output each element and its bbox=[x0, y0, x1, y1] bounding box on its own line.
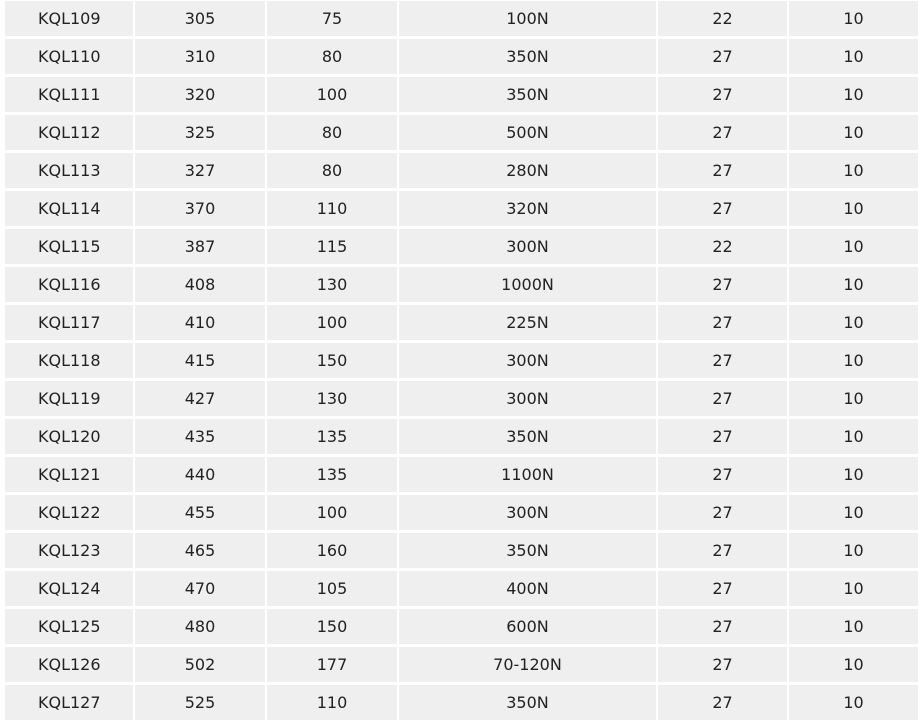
rod-cell: 10 bbox=[789, 229, 918, 264]
stroke-cell: 135 bbox=[267, 419, 397, 454]
diameter-cell: 27 bbox=[658, 381, 787, 416]
rod-cell: 10 bbox=[789, 571, 918, 606]
table-row bbox=[5, 191, 918, 226]
table-row bbox=[5, 457, 918, 492]
table-row bbox=[5, 495, 918, 530]
force-cell: 225N bbox=[399, 305, 656, 340]
stroke-cell: 80 bbox=[267, 115, 397, 150]
length-cell: 455 bbox=[135, 495, 265, 530]
table-row bbox=[5, 305, 918, 340]
diameter-cell: 27 bbox=[658, 191, 787, 226]
model-cell: KQL118 bbox=[5, 343, 133, 378]
stroke-cell: 100 bbox=[267, 495, 397, 530]
rod-cell: 10 bbox=[789, 533, 918, 568]
length-cell: 427 bbox=[135, 381, 265, 416]
stroke-cell: 80 bbox=[267, 39, 397, 74]
model-cell: KQL123 bbox=[5, 533, 133, 568]
table-row bbox=[5, 77, 918, 112]
diameter-cell: 22 bbox=[658, 1, 787, 36]
stroke-cell: 105 bbox=[267, 571, 397, 606]
model-cell: KQL109 bbox=[5, 1, 133, 36]
length-cell: 465 bbox=[135, 533, 265, 568]
rod-cell: 10 bbox=[789, 457, 918, 492]
stroke-cell: 177 bbox=[267, 647, 397, 682]
table-row bbox=[5, 685, 918, 720]
force-cell: 1100N bbox=[399, 457, 656, 492]
force-cell: 300N bbox=[399, 343, 656, 378]
table-row bbox=[5, 115, 918, 150]
diameter-cell: 27 bbox=[658, 153, 787, 188]
diameter-cell: 27 bbox=[658, 305, 787, 340]
diameter-cell: 27 bbox=[658, 39, 787, 74]
length-cell: 415 bbox=[135, 343, 265, 378]
model-cell: KQL117 bbox=[5, 305, 133, 340]
force-cell: 320N bbox=[399, 191, 656, 226]
force-cell: 300N bbox=[399, 495, 656, 530]
force-cell: 280N bbox=[399, 153, 656, 188]
stroke-cell: 100 bbox=[267, 77, 397, 112]
stroke-cell: 100 bbox=[267, 305, 397, 340]
stroke-cell: 135 bbox=[267, 457, 397, 492]
rod-cell: 10 bbox=[789, 381, 918, 416]
table-row bbox=[5, 533, 918, 568]
model-cell: KQL111 bbox=[5, 77, 133, 112]
table-row bbox=[5, 419, 918, 454]
rod-cell: 10 bbox=[789, 685, 918, 720]
diameter-cell: 27 bbox=[658, 571, 787, 606]
diameter-cell: 27 bbox=[658, 457, 787, 492]
table-row bbox=[5, 267, 918, 302]
stroke-cell: 75 bbox=[267, 1, 397, 36]
model-cell: KQL112 bbox=[5, 115, 133, 150]
length-cell: 435 bbox=[135, 419, 265, 454]
rod-cell: 10 bbox=[789, 495, 918, 530]
rod-cell: 10 bbox=[789, 305, 918, 340]
rod-cell: 10 bbox=[789, 77, 918, 112]
diameter-cell: 27 bbox=[658, 533, 787, 568]
force-cell: 350N bbox=[399, 77, 656, 112]
diameter-cell: 27 bbox=[658, 267, 787, 302]
force-cell: 350N bbox=[399, 685, 656, 720]
rod-cell: 10 bbox=[789, 419, 918, 454]
diameter-cell: 27 bbox=[658, 495, 787, 530]
table-row bbox=[5, 381, 918, 416]
rod-cell: 10 bbox=[789, 609, 918, 644]
length-cell: 525 bbox=[135, 685, 265, 720]
length-cell: 327 bbox=[135, 153, 265, 188]
force-cell: 300N bbox=[399, 229, 656, 264]
rod-cell: 10 bbox=[789, 647, 918, 682]
model-cell: KQL114 bbox=[5, 191, 133, 226]
table-row bbox=[5, 1, 918, 36]
rod-cell: 10 bbox=[789, 1, 918, 36]
table-row bbox=[5, 609, 918, 644]
force-cell: 350N bbox=[399, 39, 656, 74]
force-cell: 300N bbox=[399, 381, 656, 416]
model-cell: KQL119 bbox=[5, 381, 133, 416]
model-cell: KQL110 bbox=[5, 39, 133, 74]
length-cell: 310 bbox=[135, 39, 265, 74]
rod-cell: 10 bbox=[789, 153, 918, 188]
length-cell: 325 bbox=[135, 115, 265, 150]
table-row bbox=[5, 571, 918, 606]
model-cell: KQL121 bbox=[5, 457, 133, 492]
table-row bbox=[5, 39, 918, 74]
table-row bbox=[5, 647, 918, 682]
length-cell: 440 bbox=[135, 457, 265, 492]
length-cell: 410 bbox=[135, 305, 265, 340]
model-cell: KQL127 bbox=[5, 685, 133, 720]
length-cell: 480 bbox=[135, 609, 265, 644]
diameter-cell: 27 bbox=[658, 685, 787, 720]
diameter-cell: 27 bbox=[658, 77, 787, 112]
model-cell: KQL120 bbox=[5, 419, 133, 454]
length-cell: 502 bbox=[135, 647, 265, 682]
stroke-cell: 110 bbox=[267, 685, 397, 720]
diameter-cell: 27 bbox=[658, 609, 787, 644]
model-cell: KQL124 bbox=[5, 571, 133, 606]
force-cell: 70-120N bbox=[399, 647, 656, 682]
model-cell: KQL115 bbox=[5, 229, 133, 264]
force-cell: 600N bbox=[399, 609, 656, 644]
model-cell: KQL122 bbox=[5, 495, 133, 530]
table-row bbox=[5, 229, 918, 264]
table-row bbox=[5, 153, 918, 188]
stroke-cell: 130 bbox=[267, 381, 397, 416]
length-cell: 387 bbox=[135, 229, 265, 264]
table-row bbox=[5, 343, 918, 378]
rod-cell: 10 bbox=[789, 191, 918, 226]
diameter-cell: 22 bbox=[658, 229, 787, 264]
length-cell: 370 bbox=[135, 191, 265, 226]
rod-cell: 10 bbox=[789, 267, 918, 302]
model-cell: KQL125 bbox=[5, 609, 133, 644]
stroke-cell: 80 bbox=[267, 153, 397, 188]
force-cell: 1000N bbox=[399, 267, 656, 302]
force-cell: 350N bbox=[399, 533, 656, 568]
stroke-cell: 115 bbox=[267, 229, 397, 264]
spec-table bbox=[3, 0, 920, 723]
diameter-cell: 27 bbox=[658, 343, 787, 378]
model-cell: KQL126 bbox=[5, 647, 133, 682]
diameter-cell: 27 bbox=[658, 647, 787, 682]
stroke-cell: 130 bbox=[267, 267, 397, 302]
stroke-cell: 150 bbox=[267, 343, 397, 378]
stroke-cell: 150 bbox=[267, 609, 397, 644]
length-cell: 408 bbox=[135, 267, 265, 302]
rod-cell: 10 bbox=[789, 115, 918, 150]
length-cell: 320 bbox=[135, 77, 265, 112]
length-cell: 470 bbox=[135, 571, 265, 606]
length-cell: 305 bbox=[135, 1, 265, 36]
diameter-cell: 27 bbox=[658, 115, 787, 150]
force-cell: 500N bbox=[399, 115, 656, 150]
stroke-cell: 110 bbox=[267, 191, 397, 226]
rod-cell: 10 bbox=[789, 39, 918, 74]
model-cell: KQL116 bbox=[5, 267, 133, 302]
stroke-cell: 160 bbox=[267, 533, 397, 568]
spec-table-body bbox=[5, 1, 918, 720]
force-cell: 400N bbox=[399, 571, 656, 606]
force-cell: 100N bbox=[399, 1, 656, 36]
diameter-cell: 27 bbox=[658, 419, 787, 454]
model-cell: KQL113 bbox=[5, 153, 133, 188]
rod-cell: 10 bbox=[789, 343, 918, 378]
force-cell: 350N bbox=[399, 419, 656, 454]
